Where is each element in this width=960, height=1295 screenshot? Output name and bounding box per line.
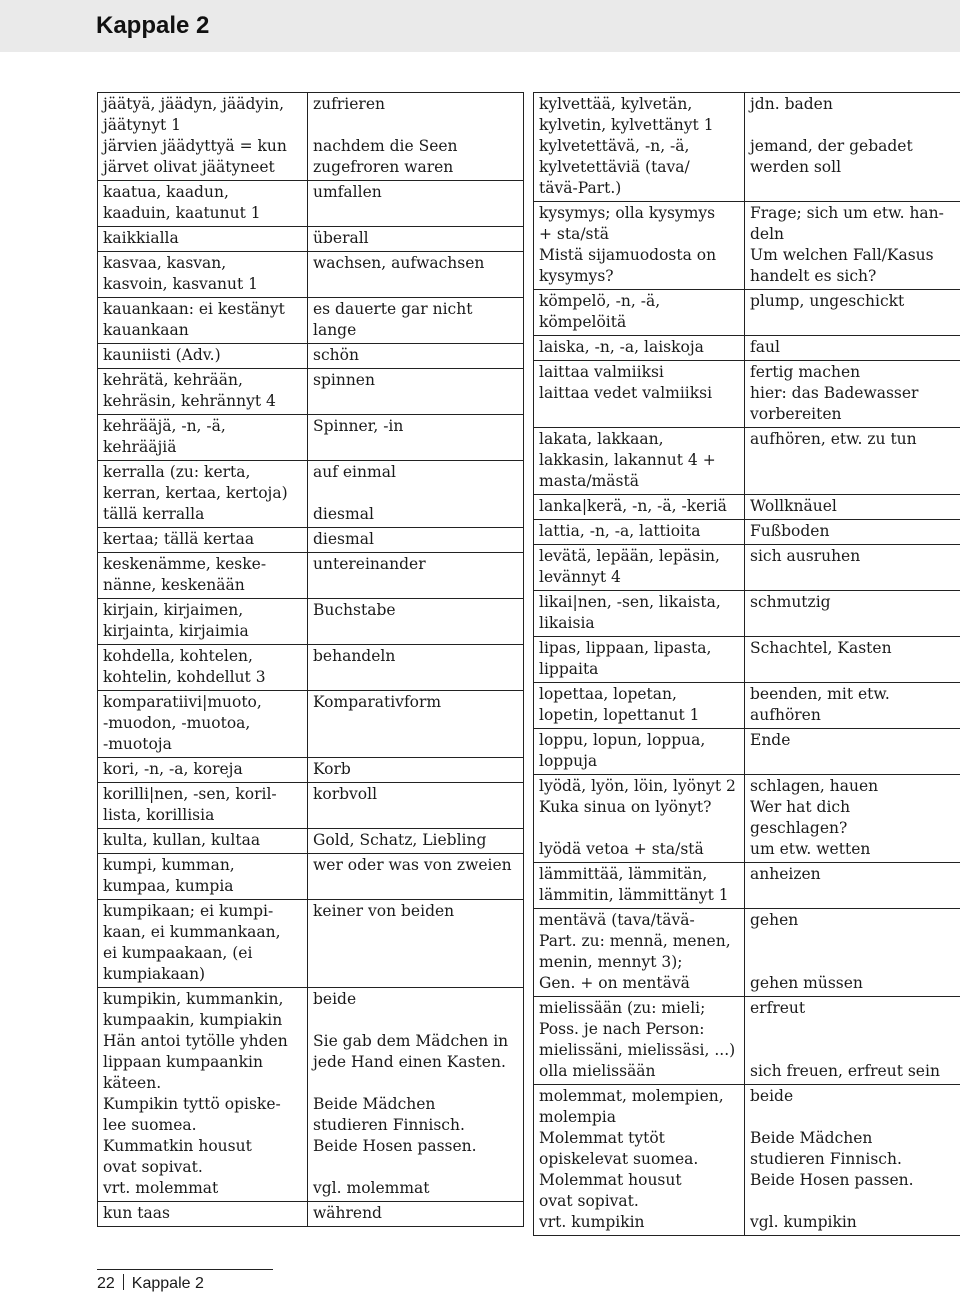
finnish-term: lanka|kerä, -n, -ä, -keriä xyxy=(534,495,745,520)
german-translation: beide Beide Mädchen studieren Finnisch. Beide Hosen passen. vgl. kumpikin xyxy=(745,1085,960,1236)
finnish-term: kulta, kullan, kultaa xyxy=(98,829,308,854)
german-translation: beide Sie gab dem Mädchen in jede Hand einen Kasten. Beide Mädchen studieren Finnisch. Beide Hosen passen. vgl. molemmat xyxy=(308,988,524,1202)
vocab-row xyxy=(98,298,524,344)
german-translation: untereinander xyxy=(308,553,524,599)
vocab-row xyxy=(98,645,524,691)
finnish-term: kohdella, kohtelen, kohtelin, kohdellut 3 xyxy=(98,645,308,691)
vocab-row xyxy=(534,545,960,591)
finnish-term: kehrätä, kehrään, kehräsin, kehrännyt 4 xyxy=(98,369,308,415)
finnish-term: mentävä (tava/tävä- Part. zu: mennä, menen, menin, mennyt 3); Gen. + on mentävä xyxy=(534,909,745,997)
finnish-term: kysymys; olla kysymys + sta/stä Mistä sijamuodosta on kysymys? xyxy=(534,202,745,290)
vocab-row xyxy=(98,1202,524,1227)
german-translation: überall xyxy=(308,227,524,252)
german-translation: faul xyxy=(745,336,960,361)
finnish-term: kaatua, kaadun, kaaduin, kaatunut 1 xyxy=(98,181,308,227)
german-translation: diesmal xyxy=(308,528,524,553)
vocab-row xyxy=(98,900,524,988)
vocab-row xyxy=(534,202,960,290)
german-translation: gehen gehen müssen xyxy=(745,909,960,997)
vocab-row xyxy=(98,461,524,528)
german-translation: keiner von beiden xyxy=(308,900,524,988)
vocab-row xyxy=(98,854,524,900)
german-translation: Schachtel, Kasten xyxy=(745,637,960,683)
vocab-row xyxy=(98,829,524,854)
german-translation: plump, ungeschickt xyxy=(745,290,960,336)
german-translation: korbvoll xyxy=(308,783,524,829)
vocab-row xyxy=(534,520,960,545)
finnish-term: kun taas xyxy=(98,1202,308,1227)
finnish-term: kaikkialla xyxy=(98,227,308,252)
german-translation: schlagen, hauen Wer hat dich geschlagen? um etw. wetten xyxy=(745,775,960,863)
finnish-term: kylvettää, kylvetän, kylvetin, kylvettänyt 1 kylvetettävä, -n, -ä, kylvetettäviä (tava/ tävä-Part.) xyxy=(534,93,745,202)
german-translation: Buchstabe xyxy=(308,599,524,645)
vocab-row xyxy=(534,683,960,729)
vocab-row xyxy=(534,997,960,1085)
finnish-term: kertaa; tällä kertaa xyxy=(98,528,308,553)
vocab-row xyxy=(98,691,524,758)
finnish-term: jäätyä, jäädyn, jäädyin, jäätynyt 1 järvien jäädyttyä = kun järvet olivat jäätyneet xyxy=(98,93,308,181)
german-translation: sich ausruhen xyxy=(745,545,960,591)
finnish-term: komparatiivi|muoto, -muodon, -muotoa, -muotoja xyxy=(98,691,308,758)
finnish-term: lakata, lakkaan, lakkasin, lakannut 4 + masta/mästä xyxy=(534,428,745,495)
german-translation: schmutzig xyxy=(745,591,960,637)
german-translation: es dauerte gar nicht lange xyxy=(308,298,524,344)
finnish-term: korilli|nen, -sen, koril- lista, korillisia xyxy=(98,783,308,829)
finnish-term: laiska, -n, -a, laiskoja xyxy=(534,336,745,361)
german-translation: wer oder was von zweien xyxy=(308,854,524,900)
header-bar xyxy=(0,0,960,52)
finnish-term: lyödä, lyön, löin, lyönyt 2 Kuka sinua on lyönyt? lyödä vetoa + sta/stä xyxy=(534,775,745,863)
page-footer xyxy=(97,1274,204,1293)
finnish-term: kasvaa, kasvan, kasvoin, kasvanut 1 xyxy=(98,252,308,298)
finnish-term: keskenämme, keske- nänne, keskenään xyxy=(98,553,308,599)
vocab-row xyxy=(534,1085,960,1236)
finnish-term: kehrääjä, -n, -ä, kehrääjiä xyxy=(98,415,308,461)
finnish-term: kumpi, kumman, kumpaa, kumpia xyxy=(98,854,308,900)
german-translation: beenden, mit etw. aufhören xyxy=(745,683,960,729)
footer-chapter: Kappale 2 xyxy=(131,1275,204,1292)
german-translation: Wollknäuel xyxy=(745,495,960,520)
vocab-row xyxy=(534,729,960,775)
finnish-term: loppu, lopun, loppua, loppuja xyxy=(534,729,745,775)
german-translation: jdn. baden jemand, der gebadet werden soll xyxy=(745,93,960,202)
vocab-row xyxy=(534,863,960,909)
vocab-row xyxy=(98,988,524,1202)
finnish-term: kori, -n, -a, koreja xyxy=(98,758,308,783)
vocab-row xyxy=(98,528,524,553)
german-translation: erfreut sich freuen, erfreut sein xyxy=(745,997,960,1085)
german-translation: Frage; sich um etw. han- deln Um welchen Fall/Kasus handelt es sich? xyxy=(745,202,960,290)
german-translation: umfallen xyxy=(308,181,524,227)
finnish-term: lämmittää, lämmitän, lämmitin, lämmittänyt 1 xyxy=(534,863,745,909)
vocab-row xyxy=(534,637,960,683)
vocab-row xyxy=(534,93,960,202)
german-translation: Gold, Schatz, Liebling xyxy=(308,829,524,854)
german-translation: Fußboden xyxy=(745,520,960,545)
vocab-row xyxy=(98,369,524,415)
finnish-term: molemmat, molempien, molempia Molemmat tytöt opiskelevat suomea. Molemmat housut ovat sopivat. vrt. kumpikin xyxy=(534,1085,745,1236)
finnish-term: mielissään (zu: mieli; Poss. je nach Person: mielissäni, mielissäsi, ...) olla mielissään xyxy=(534,997,745,1085)
german-translation: wachsen, aufwachsen xyxy=(308,252,524,298)
vocab-row xyxy=(98,344,524,369)
finnish-term: kauankaan: ei kestänyt kauankaan xyxy=(98,298,308,344)
vocab-row xyxy=(534,909,960,997)
finnish-term: kerralla (zu: kerta, kerran, kertaa, kertoja) tällä kerralla xyxy=(98,461,308,528)
vocab-row xyxy=(98,783,524,829)
german-translation: aufhören, etw. zu tun xyxy=(745,428,960,495)
german-translation: Ende xyxy=(745,729,960,775)
vocab-row xyxy=(98,252,524,298)
german-translation: schön xyxy=(308,344,524,369)
page-title: Kappale 2 xyxy=(96,12,210,39)
finnish-term: kauniisti (Adv.) xyxy=(98,344,308,369)
german-translation: behandeln xyxy=(308,645,524,691)
german-translation: zufrieren nachdem die Seen zugefroren waren xyxy=(308,93,524,181)
finnish-term: kumpikin, kummankin, kumpaakin, kumpiakin Hän antoi tytölle yhden lippaan kumpaankin käteen. Kumpikin tyttö opiske- lee suomea. Kummatkin housut ovat sopivat. vrt. molemmat xyxy=(98,988,308,1202)
finnish-term: lattia, -n, -a, lattioita xyxy=(534,520,745,545)
finnish-term: kumpikaan; ei kumpi- kaan, ei kummankaan, ei kumpaakaan, (ei kumpiakaan) xyxy=(98,900,308,988)
vocab-row xyxy=(534,290,960,336)
vocab-row xyxy=(534,591,960,637)
vocab-row xyxy=(98,758,524,783)
vocab-row xyxy=(98,181,524,227)
vocab-row xyxy=(534,336,960,361)
page-number: 22 xyxy=(97,1275,115,1292)
footer-separator xyxy=(123,1274,124,1290)
german-translation: Korb xyxy=(308,758,524,783)
vocab-row xyxy=(98,227,524,252)
vocab-row xyxy=(98,93,524,181)
finnish-term: kömpelö, -n, -ä, kömpelöitä xyxy=(534,290,745,336)
german-translation: spinnen xyxy=(308,369,524,415)
vocab-row xyxy=(534,775,960,863)
vocab-row xyxy=(534,428,960,495)
footer-rule xyxy=(97,1269,273,1270)
finnish-term: lipas, lippaan, lipasta, lippaita xyxy=(534,637,745,683)
german-translation: Spinner, -in xyxy=(308,415,524,461)
german-translation: während xyxy=(308,1202,524,1227)
vocab-row xyxy=(534,495,960,520)
vocab-row xyxy=(98,553,524,599)
german-translation: auf einmal diesmal xyxy=(308,461,524,528)
finnish-term: kirjain, kirjaimen, kirjainta, kirjaimia xyxy=(98,599,308,645)
german-translation: fertig machen hier: das Badewasser vorbereiten xyxy=(745,361,960,428)
vocab-row xyxy=(534,361,960,428)
finnish-term: lopettaa, lopetan, lopetin, lopettanut 1 xyxy=(534,683,745,729)
finnish-term: laittaa valmiiksi laittaa vedet valmiiksi xyxy=(534,361,745,428)
german-translation: Komparativform xyxy=(308,691,524,758)
vocab-table-left xyxy=(97,92,524,1227)
finnish-term: levätä, lepään, lepäsin, levännyt 4 xyxy=(534,545,745,591)
finnish-term: likai|nen, -sen, likaista, likaisia xyxy=(534,591,745,637)
vocab-table-right xyxy=(533,92,960,1236)
german-translation: anheizen xyxy=(745,863,960,909)
vocab-row xyxy=(98,599,524,645)
vocab-row xyxy=(98,415,524,461)
